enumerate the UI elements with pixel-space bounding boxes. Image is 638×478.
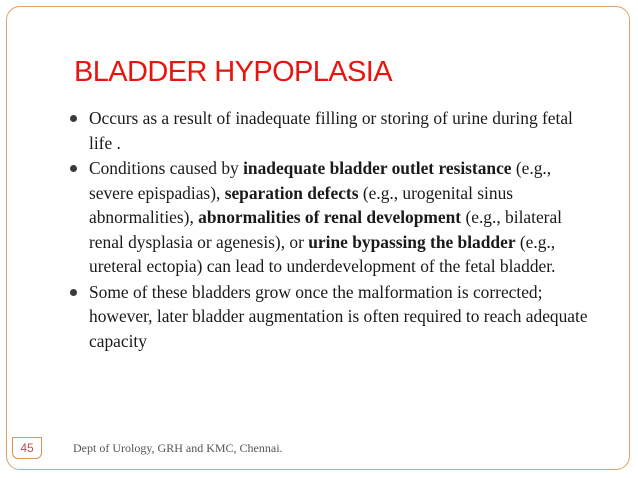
bullet-item (70, 280, 588, 354)
footer-text: Dept of Urology, GRH and KMC, Chennai. (73, 441, 283, 455)
bullet-text: Some of these bladders grow once the malformation is corrected; however, later bladder augmentation is often required to reach adequate capacity (89, 281, 588, 351)
bullet-text: (e.g., bilateral renal dysplasia or agenesis), or (89, 207, 563, 252)
bullet-item (70, 156, 588, 279)
bold-term: urine bypassing the bladder (308, 231, 516, 252)
slide-title: BLADDER HYPOPLASIA (74, 56, 392, 88)
bullet-icon (70, 165, 77, 172)
bold-term: separation defects (224, 182, 359, 203)
bullet-text: (e.g., severe epispadias), (89, 158, 552, 203)
bullet-text: Occurs as a result of inadequate filling or storing of urine during fetal life . (89, 108, 573, 153)
page-number: 45 (12, 437, 42, 459)
bullet-text: (e.g., urogenital sinus abnormalities), (89, 182, 514, 227)
bullet-text: (e.g., ureteral ectopia) can lead to underdevelopment of the fetal bladder. (89, 231, 556, 276)
bold-term: abnormalities of renal development (198, 207, 462, 227)
bullet-list (70, 106, 588, 354)
bullet-icon (70, 115, 77, 122)
bold-term: inadequate bladder outlet resistance (243, 158, 512, 178)
bullet-text: Conditions caused by (89, 158, 244, 178)
bullet-item (70, 106, 588, 155)
bullet-icon (70, 289, 77, 296)
